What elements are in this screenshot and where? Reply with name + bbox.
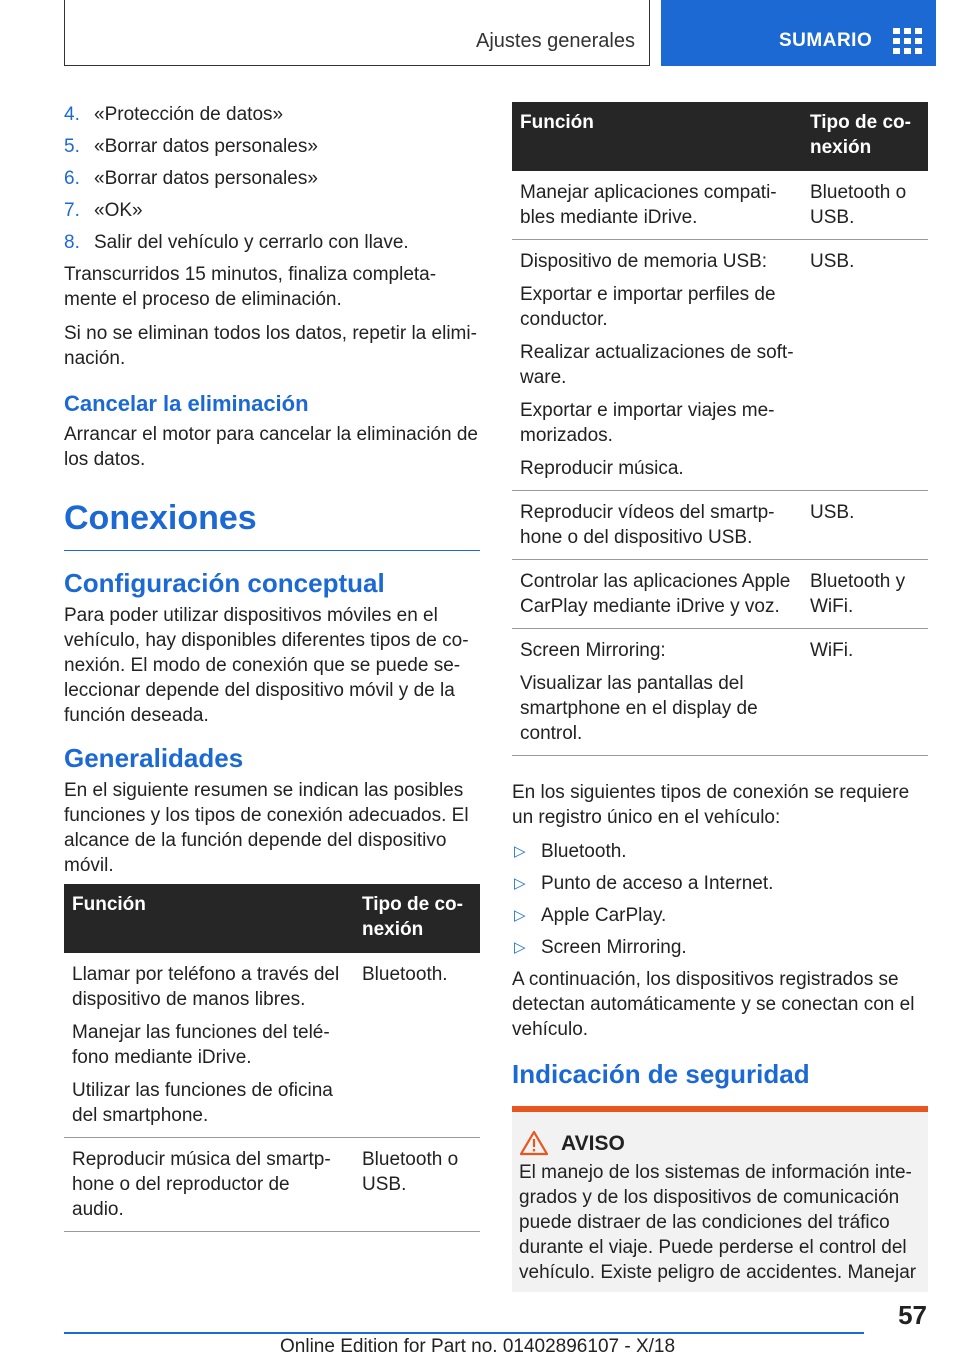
list-item-text: Punto de acceso a Internet. xyxy=(541,873,774,894)
type-cell: Bluetooth. xyxy=(354,953,480,1138)
table-row xyxy=(512,240,928,491)
table-row xyxy=(512,560,928,629)
column-header: Función xyxy=(512,102,802,171)
cell-text: Reproducir música. xyxy=(520,458,684,479)
list-item xyxy=(512,839,928,864)
step-text: «Borrar datos personales» xyxy=(94,168,318,189)
type-cell: Bluetooth y WiFi. xyxy=(802,560,928,629)
triangle-bullet-icon: ▷ xyxy=(514,907,526,924)
warning-header xyxy=(519,1130,921,1156)
list-item-text: Bluetooth. xyxy=(541,841,627,862)
step-item xyxy=(64,134,480,159)
paragraph: En los siguientes tipos de conexión se requiere un registro único en el vehículo: xyxy=(512,782,910,828)
paragraph: Si no se eliminan todos los datos, repetir la elimi‐nación. xyxy=(64,323,477,369)
list-item xyxy=(512,903,928,928)
cell-text: Manejar las funciones del telé‐fono mediante iDrive. xyxy=(72,1022,330,1068)
grid-icon xyxy=(893,28,923,54)
summary-label: SUMARIO xyxy=(779,30,873,51)
warning-title: AVISO xyxy=(561,1131,625,1155)
column-header: Tipo de co‐nexión xyxy=(802,102,928,171)
triangle-bullet-icon: ▷ xyxy=(514,939,526,956)
cell-text: Dispositivo de memoria USB: xyxy=(520,251,768,272)
cell-text: Utilizar las funciones de oficina del smartphone. xyxy=(72,1080,333,1126)
function-cell xyxy=(512,491,802,560)
step-item xyxy=(64,198,480,223)
safety-heading: Indicación de seguridad xyxy=(512,1059,810,1089)
cancel-heading: Cancelar la eliminación xyxy=(64,391,309,416)
table-row xyxy=(64,1138,480,1232)
triangle-bullet-icon: ▷ xyxy=(514,843,526,860)
cell-text: Screen Mirroring: xyxy=(520,640,666,661)
step-item xyxy=(64,102,480,127)
table-row xyxy=(512,629,928,756)
cell-text: Realizar actualizaciones de soft‐ware. xyxy=(520,342,794,388)
paragraph: En el siguiente resumen se indican las posibles funciones y los tipos de conexión adecuados. El alcance de la función depende del dispositivo móvil. xyxy=(64,780,469,876)
cell-text: Exportar e importar viajes me‐morizados. xyxy=(520,400,775,446)
step-text: «OK» xyxy=(94,200,143,221)
page-number: 57 xyxy=(898,1300,927,1330)
table-header-row xyxy=(512,102,928,171)
function-cell xyxy=(512,560,802,629)
step-number: 5. xyxy=(64,136,80,157)
cell-text: Manejar aplicaciones compati‐bles mediante iDrive. xyxy=(520,182,777,228)
cell-text: Reproducir música del smartp‐hone o del reproductor de audio. xyxy=(72,1149,331,1220)
type-cell: USB. xyxy=(802,240,928,491)
function-cell xyxy=(512,171,802,240)
step-number: 7. xyxy=(64,200,80,221)
table-row xyxy=(512,491,928,560)
column-header: Tipo de co‐nexión xyxy=(354,884,480,953)
paragraph: Transcurridos 15 minutos, finaliza completa‐mente el proceso de eliminación. xyxy=(64,264,437,310)
function-cell xyxy=(64,953,354,1138)
cell-text: Reproducir vídeos del smartp‐hone o del dispositivo USB. xyxy=(520,502,775,548)
warning-box xyxy=(512,1112,928,1292)
paragraph: Para poder utilizar dispositivos móviles en el vehículo, hay disponibles diferentes tipos de co‐nexión. El modo de conexión que se puede se‐leccionar depende del dispositivo móvil y de la función deseada. xyxy=(64,605,469,726)
table-header-row xyxy=(64,884,480,953)
list-item xyxy=(512,935,928,960)
step-number: 6. xyxy=(64,168,80,189)
type-cell: USB. xyxy=(802,491,928,560)
column-header: Función xyxy=(64,884,354,953)
connection-table xyxy=(512,102,928,756)
footer-divider xyxy=(64,1332,864,1334)
paragraph: A continuación, los dispositivos registrados se detectan automáticamente y se conectan con el vehículo. xyxy=(512,969,915,1040)
step-text: Salir del vehículo y cerrarlo con llave. xyxy=(94,232,409,253)
right-column xyxy=(512,102,928,1292)
type-cell: Bluetooth o USB. xyxy=(802,171,928,240)
summary-button[interactable] xyxy=(661,0,936,66)
list-item xyxy=(512,871,928,896)
table-row xyxy=(512,171,928,240)
step-number: 8. xyxy=(64,232,80,253)
list-item-text: Screen Mirroring. xyxy=(541,937,687,958)
header-section-tab xyxy=(64,0,650,66)
step-text: «Protección de datos» xyxy=(94,104,284,125)
type-cell: WiFi. xyxy=(802,629,928,756)
cell-text: Controlar las aplicaciones Apple CarPlay mediante iDrive y voz. xyxy=(520,571,791,617)
step-item xyxy=(64,230,480,255)
left-column xyxy=(64,102,480,1232)
step-number: 4. xyxy=(64,104,80,125)
type-cell: Bluetooth o USB. xyxy=(354,1138,480,1232)
chapter-title: Conexiones xyxy=(64,498,480,551)
edition-text: Online Edition for Part no. 01402896107 - X/18 xyxy=(280,1336,676,1357)
warning-text: El manejo de los sistemas de información inte‐grados y de los dispositivos de comunicación puede distraer de las condiciones del tráfico durante el viaje. Puede perderse el control del vehículo. Existe peligro de accidentes. Manejar xyxy=(519,1162,917,1283)
function-cell xyxy=(512,629,802,756)
table-row xyxy=(64,953,480,1138)
general-heading: Generalidades xyxy=(64,743,244,773)
section-title: Ajustes generales xyxy=(476,30,635,52)
cell-text: Visualizar las pantallas del smartphone en el display de control. xyxy=(520,673,758,744)
list-item-text: Apple CarPlay. xyxy=(541,905,667,926)
function-cell xyxy=(512,240,802,491)
step-text: «Borrar datos personales» xyxy=(94,136,318,157)
function-cell xyxy=(64,1138,354,1232)
concept-heading: Configuración conceptual xyxy=(64,568,385,598)
paragraph: Arrancar el motor para cancelar la eliminación de los datos. xyxy=(64,424,478,470)
cell-text: Llamar por teléfono a través del dispositivo de manos libres. xyxy=(72,964,340,1010)
step-item xyxy=(64,166,480,191)
triangle-bullet-icon: ▷ xyxy=(514,875,526,892)
cell-text: Exportar e importar perfiles de conductor. xyxy=(520,284,776,330)
warning-triangle-icon xyxy=(519,1130,549,1156)
connection-table xyxy=(64,884,480,1232)
